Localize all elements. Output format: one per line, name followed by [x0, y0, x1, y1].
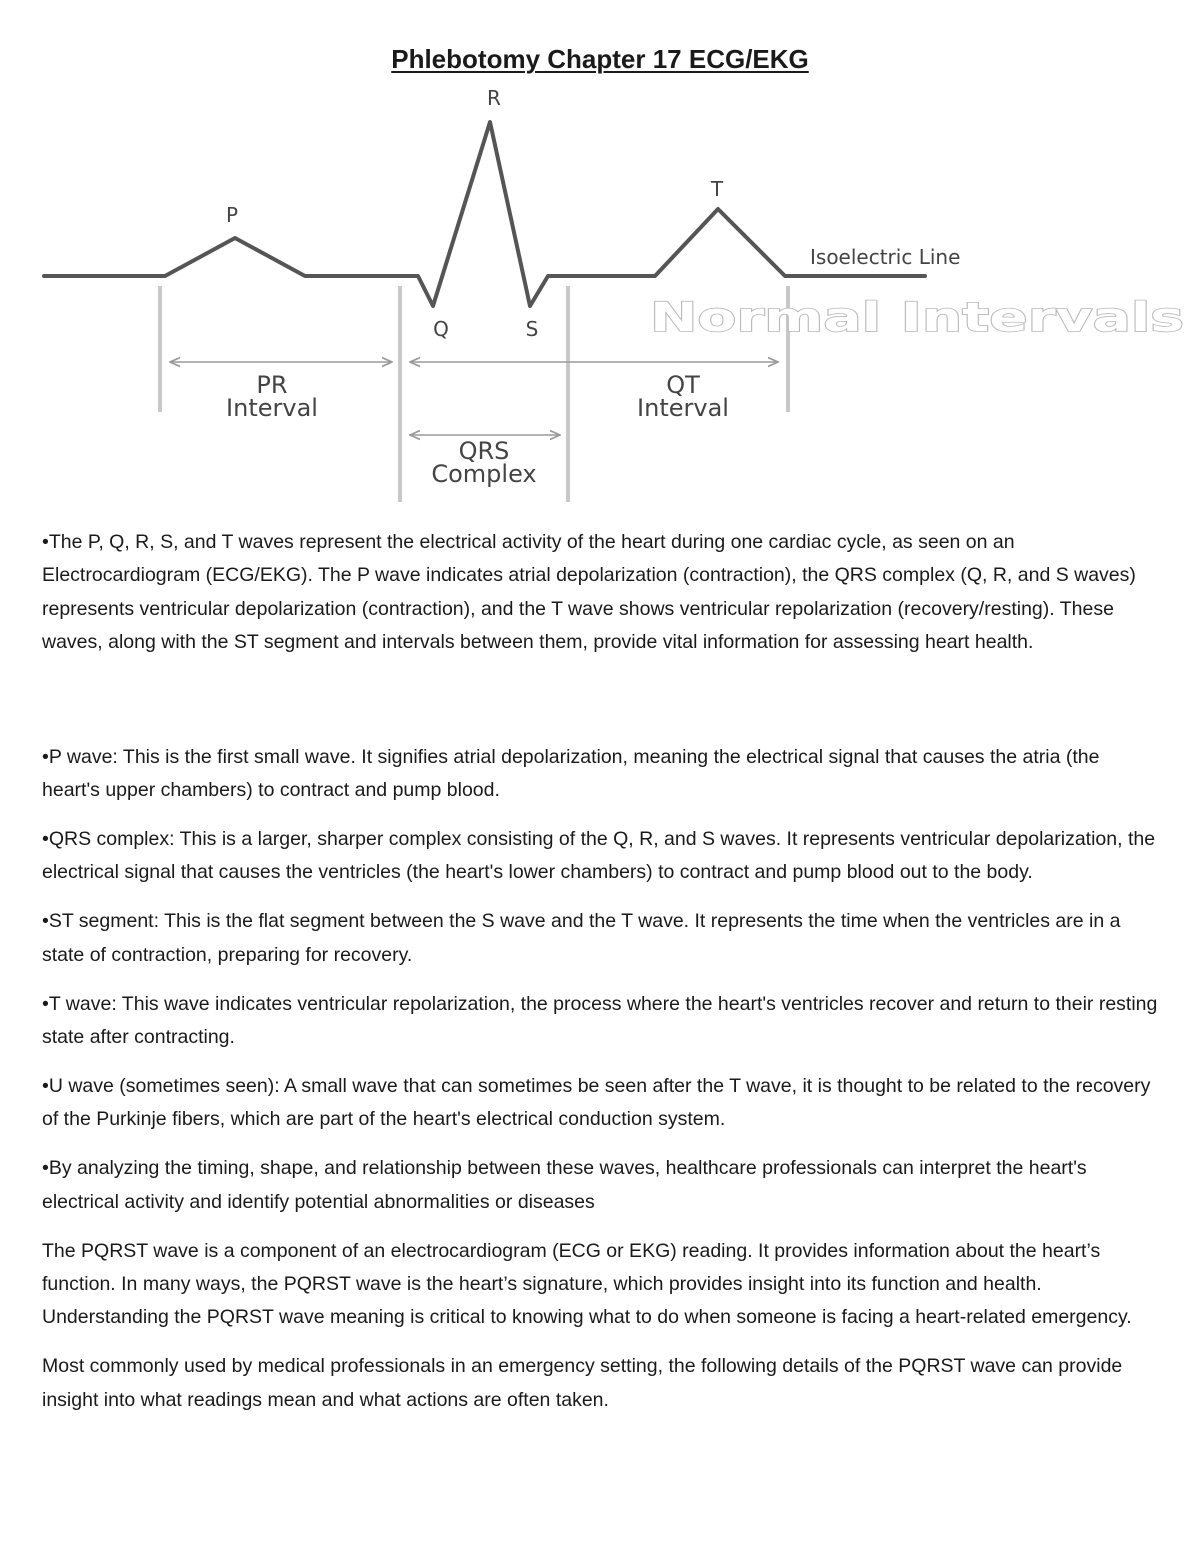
qt-interval-label-line2: Interval	[637, 394, 729, 422]
isoelectric-line-label: Isoelectric Line	[810, 245, 961, 269]
page-title: Phlebotomy Chapter 17 ECG/EKG	[391, 44, 809, 74]
t-wave-paragraph: •T wave: This wave indicates ventricular repolarization, the process where the heart's ventricles recover and return to their resting state after contracting.	[42, 992, 1158, 1048]
qrs-complex-label-line1: QRS	[458, 437, 510, 465]
ecg-waveform-figure	[0, 80, 1200, 510]
ecg-diagram-svg	[0, 80, 1200, 510]
qrs-complex-label-line2: Complex	[431, 460, 537, 488]
st-segment-paragraph: •ST segment: This is the flat segment between the S wave and the T wave. It represents the time when the ventricles are in a state of contraction, preparing for recovery.	[42, 910, 1121, 966]
document-body	[42, 526, 1162, 1433]
normal-intervals-watermark: Normal Intervals	[650, 295, 1184, 341]
qt-interval-label-line1: QT	[666, 371, 700, 399]
pr-interval-label-line2: Interval	[226, 394, 318, 422]
ecg-waveform-trace	[44, 122, 925, 306]
q-wave-label: Q	[433, 317, 449, 341]
pqrst-overview-paragraph: The PQRST wave is a component of an electrocardiogram (ECG or EKG) reading. It provides information about the heart’s function. In many ways, the PQRST wave is the heart’s signature, which provides insight into its function and health. Understanding the PQRST wave meaning is critical to knowing what to do when someone is facing a heart-related emergency.	[42, 1239, 1132, 1329]
s-wave-label: S	[525, 317, 539, 341]
pr-interval-label-line1: PR	[256, 371, 288, 399]
intro-paragraph: •The P, Q, R, S, and T waves represent the electrical activity of the heart during one cardiac cycle, as seen on an Electrocardiogram (ECG/EKG). The P wave indicates atrial depolarization (contraction), the QRS complex (Q, R, and S waves) represents ventricular depolarization (contraction), and the T wave shows ventricular repolarization (recovery/resting). These waves, along with the ST segment and intervals between them, provide vital information for assessing heart health.	[42, 531, 1136, 654]
u-wave-paragraph: •U wave (sometimes seen): A small wave that can sometimes be seen after the T wave, it is thought to be related to the recovery of the Purkinje fibers, which are part of the heart's electrical conduction system.	[42, 1074, 1151, 1131]
qrs-complex-paragraph: •QRS complex: This is a larger, sharper complex consisting of the Q, R, and S waves. It represents ventricular depolarization, the electrical signal that causes the ventricles (the heart's lower chambers) to contract and pump blood out to the body.	[42, 827, 1156, 884]
p-wave-label: P	[225, 203, 239, 227]
p-wave-paragraph: •P wave: This is the first small wave. It signifies atrial depolarization, meaning the electrical signal that causes the atria (the heart's upper chambers) to contract and pump blood.	[42, 745, 1100, 802]
t-wave-label: T	[710, 177, 724, 201]
r-wave-label: R	[487, 86, 501, 110]
analysis-paragraph: •By analyzing the timing, shape, and relationship between these waves, healthcare professionals can interpret the heart's electrical activity and identify potential abnormalities or diseases	[42, 1157, 1087, 1213]
emergency-use-paragraph: Most commonly used by medical professionals in an emergency setting, the following details of the PQRST wave can provide insight into what readings mean and what actions are often taken.	[42, 1355, 1123, 1411]
